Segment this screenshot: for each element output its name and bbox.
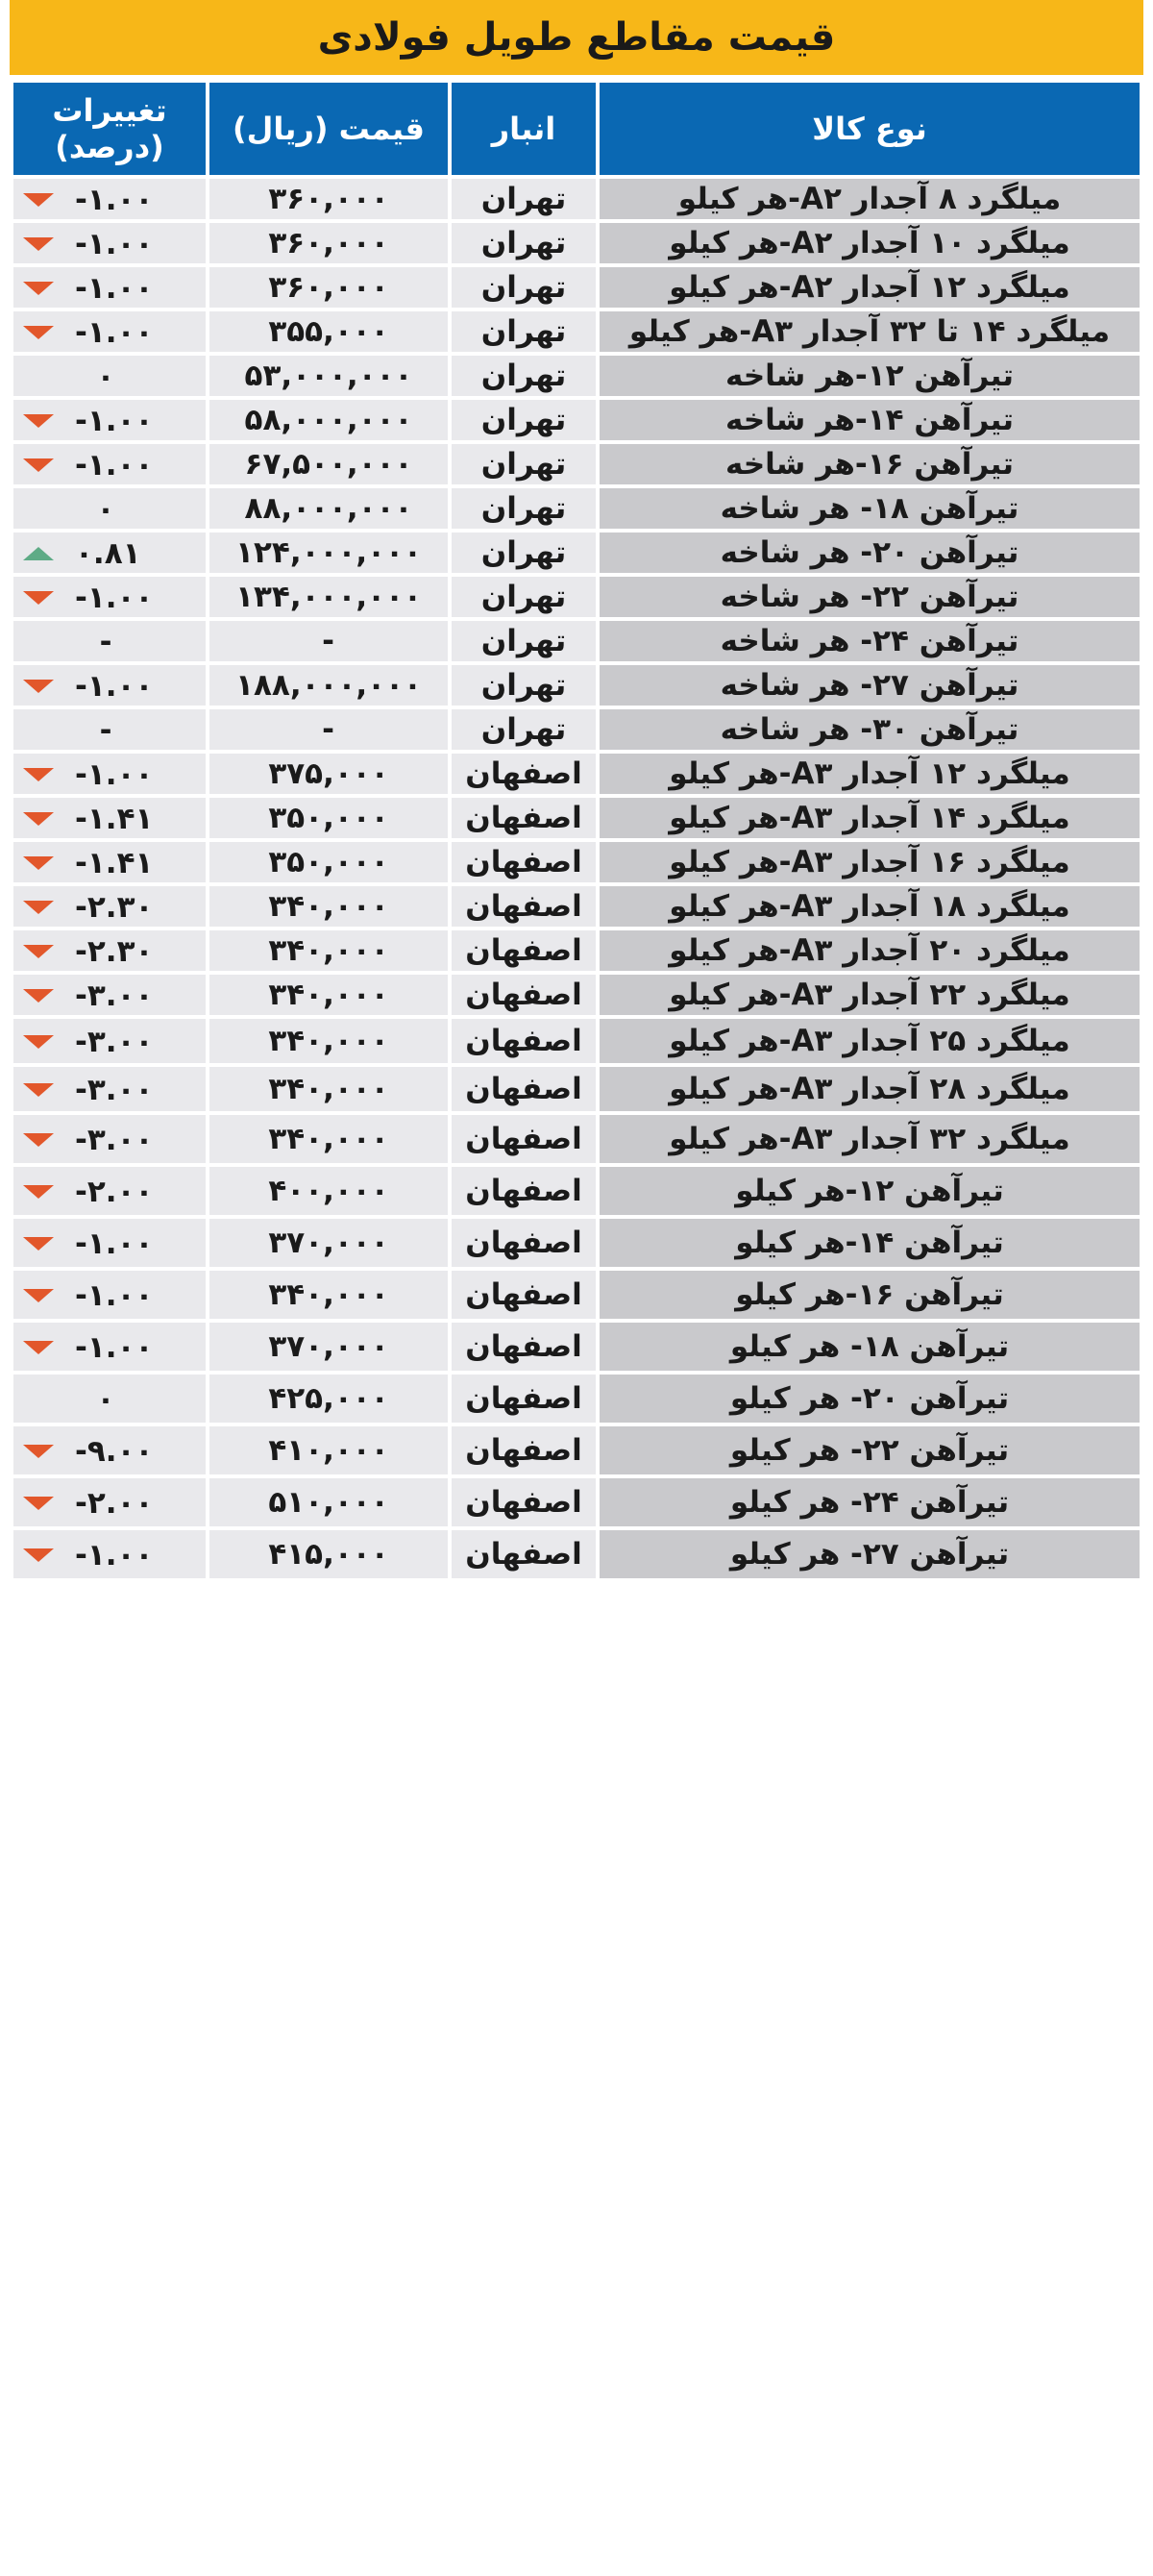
down-arrow-icon <box>23 193 54 207</box>
table-row <box>13 842 1140 882</box>
table-row <box>13 1067 1140 1111</box>
price-table <box>10 79 1143 1582</box>
change-cell <box>13 1115 206 1163</box>
store-cell: تهران <box>452 709 596 750</box>
change-cell <box>13 444 206 484</box>
down-arrow-icon <box>23 591 54 605</box>
change-cell <box>13 842 206 882</box>
change-cell <box>13 533 206 573</box>
change-cell <box>13 621 206 661</box>
down-arrow-icon <box>23 768 54 781</box>
table-row <box>13 1323 1140 1371</box>
down-arrow-icon <box>23 458 54 472</box>
change-value: -۱.۰۰ <box>75 314 154 350</box>
change-cell <box>13 1067 206 1111</box>
table-row <box>13 709 1140 750</box>
store-cell: تهران <box>452 223 596 263</box>
store-cell: تهران <box>452 444 596 484</box>
product-name-cell: تیرآهن ۲۴- هر شاخه <box>600 621 1140 661</box>
store-cell: اصفهان <box>452 1219 596 1267</box>
change-value: -۳.۰۰ <box>75 1072 154 1107</box>
change-cell <box>13 930 206 971</box>
table-row <box>13 975 1140 1015</box>
down-arrow-icon <box>23 1548 54 1562</box>
change-value: -۹.۰۰ <box>75 1433 154 1469</box>
change-value: -۲.۰۰ <box>75 1174 154 1209</box>
product-name-cell: میلگرد ۱۰ آجدار A۲-هر کیلو <box>600 223 1140 263</box>
price-cell: ۳۷۰,۰۰۰ <box>209 1219 448 1267</box>
price-cell: ۳۴۰,۰۰۰ <box>209 1067 448 1111</box>
price-cell: ۴۰۰,۰۰۰ <box>209 1167 448 1215</box>
table-row <box>13 223 1140 263</box>
down-arrow-icon <box>23 1497 54 1510</box>
product-name-cell: تیرآهن ۱۲-هر کیلو <box>600 1167 1140 1215</box>
down-arrow-icon <box>23 326 54 339</box>
store-cell: اصفهان <box>452 1426 596 1474</box>
header-store: انبار <box>452 83 596 175</box>
change-value: -۱.۰۰ <box>75 668 154 704</box>
change-cell <box>13 1323 206 1371</box>
table-row <box>13 1115 1140 1163</box>
down-arrow-icon <box>23 812 54 826</box>
down-arrow-icon <box>23 901 54 914</box>
table-row <box>13 798 1140 838</box>
store-cell: تهران <box>452 311 596 352</box>
change-cell <box>13 1375 206 1423</box>
change-cell <box>13 886 206 927</box>
product-name-cell: تیرآهن ۱۸- هر شاخه <box>600 488 1140 529</box>
price-cell: ۴۲۵,۰۰۰ <box>209 1375 448 1423</box>
store-cell: اصفهان <box>452 930 596 971</box>
price-cell: ۳۷۵,۰۰۰ <box>209 754 448 794</box>
change-value: -۱.۰۰ <box>75 756 154 792</box>
change-value: -۱.۰۰ <box>75 226 154 261</box>
store-cell: اصفهان <box>452 1067 596 1111</box>
table-row <box>13 1019 1140 1063</box>
table-row <box>13 1375 1140 1423</box>
down-arrow-icon <box>23 237 54 251</box>
store-cell: تهران <box>452 533 596 573</box>
product-name-cell: تیرآهن ۲۲- هر شاخه <box>600 577 1140 617</box>
price-cell: ۳۶۰,۰۰۰ <box>209 223 448 263</box>
change-cell <box>13 1530 206 1578</box>
header-name: نوع کالا <box>600 83 1140 175</box>
change-cell <box>13 577 206 617</box>
product-name-cell: میلگرد ۱۲ آجدار A۳-هر کیلو <box>600 754 1140 794</box>
change-value: - <box>99 712 112 748</box>
product-name-cell: میلگرد ۱۲ آجدار A۲-هر کیلو <box>600 267 1140 308</box>
store-cell: اصفهان <box>452 798 596 838</box>
change-cell <box>13 975 206 1015</box>
change-value: ۰ <box>96 1381 115 1417</box>
change-cell <box>13 400 206 440</box>
table-row <box>13 488 1140 529</box>
down-arrow-icon <box>23 282 54 295</box>
up-arrow-icon <box>23 547 54 560</box>
change-cell <box>13 311 206 352</box>
store-cell: اصفهان <box>452 842 596 882</box>
change-value: -۳.۰۰ <box>75 1024 154 1059</box>
table-body <box>13 179 1140 1578</box>
change-cell <box>13 1271 206 1319</box>
store-cell: اصفهان <box>452 975 596 1015</box>
down-arrow-icon <box>23 1341 54 1354</box>
price-cell: ۳۴۰,۰۰۰ <box>209 930 448 971</box>
product-name-cell: تیرآهن ۲۰- هر شاخه <box>600 533 1140 573</box>
down-arrow-icon <box>23 1035 54 1049</box>
change-value: -۱.۰۰ <box>75 1329 154 1365</box>
down-arrow-icon <box>23 1237 54 1251</box>
change-value: -۱.۴۱ <box>75 801 154 836</box>
change-value: -۲.۰۰ <box>75 1485 154 1521</box>
price-cell: ۱۸۸,۰۰۰,۰۰۰ <box>209 665 448 706</box>
change-cell <box>13 754 206 794</box>
change-cell <box>13 1167 206 1215</box>
change-value: -۱.۰۰ <box>75 447 154 483</box>
store-cell: تهران <box>452 621 596 661</box>
store-cell: تهران <box>452 488 596 529</box>
table-row <box>13 267 1140 308</box>
table-row <box>13 886 1140 927</box>
table-row <box>13 444 1140 484</box>
product-name-cell: تیرآهن ۲۷- هر کیلو <box>600 1530 1140 1578</box>
price-cell: ۳۴۰,۰۰۰ <box>209 975 448 1015</box>
product-name-cell: تیرآهن ۲۷- هر شاخه <box>600 665 1140 706</box>
table-row <box>13 179 1140 219</box>
product-name-cell: میلگرد ۲۵ آجدار A۳-هر کیلو <box>600 1019 1140 1063</box>
table-row <box>13 621 1140 661</box>
change-cell <box>13 179 206 219</box>
change-value: -۱.۰۰ <box>75 403 154 438</box>
change-cell <box>13 665 206 706</box>
header-row <box>13 83 1140 175</box>
price-cell: ۱۳۴,۰۰۰,۰۰۰ <box>209 577 448 617</box>
product-name-cell: میلگرد ۸ آجدار A۲-هر کیلو <box>600 179 1140 219</box>
change-value: -۲.۳۰ <box>75 889 154 925</box>
store-cell: اصفهان <box>452 886 596 927</box>
price-cell: ۳۴۰,۰۰۰ <box>209 886 448 927</box>
product-name-cell: تیرآهن ۳۰- هر شاخه <box>600 709 1140 750</box>
store-cell: اصفهان <box>452 1019 596 1063</box>
store-cell: تهران <box>452 267 596 308</box>
product-name-cell: میلگرد ۲۸ آجدار A۳-هر کیلو <box>600 1067 1140 1111</box>
down-arrow-icon <box>23 1289 54 1302</box>
price-cell: ۳۵۰,۰۰۰ <box>209 842 448 882</box>
change-cell <box>13 1219 206 1267</box>
change-cell <box>13 267 206 308</box>
table-row <box>13 311 1140 352</box>
down-arrow-icon <box>23 1185 54 1199</box>
store-cell: اصفهان <box>452 1478 596 1526</box>
change-value: ۰ <box>96 359 115 394</box>
down-arrow-icon <box>23 856 54 870</box>
table-row <box>13 533 1140 573</box>
change-cell <box>13 223 206 263</box>
product-name-cell: تیرآهن ۲۰- هر کیلو <box>600 1375 1140 1423</box>
change-cell <box>13 1019 206 1063</box>
price-cell: ۳۵۵,۰۰۰ <box>209 311 448 352</box>
down-arrow-icon <box>23 680 54 693</box>
product-name-cell: میلگرد ۱۴ تا ۳۲ آجدار A۳-هر کیلو <box>600 311 1140 352</box>
product-name-cell: تیرآهن ۱۲-هر شاخه <box>600 356 1140 396</box>
table-row <box>13 1271 1140 1319</box>
product-name-cell: تیرآهن ۱۸- هر کیلو <box>600 1323 1140 1371</box>
price-cell: ۴۱۰,۰۰۰ <box>209 1426 448 1474</box>
store-cell: اصفهان <box>452 1375 596 1423</box>
change-cell <box>13 709 206 750</box>
down-arrow-icon <box>23 1083 54 1097</box>
change-cell <box>13 798 206 838</box>
price-cell: ۵۱۰,۰۰۰ <box>209 1478 448 1526</box>
store-cell: اصفهان <box>452 1530 596 1578</box>
table-row <box>13 930 1140 971</box>
product-name-cell: تیرآهن ۱۶-هر کیلو <box>600 1271 1140 1319</box>
change-value: -۱.۰۰ <box>75 270 154 306</box>
down-arrow-icon <box>23 414 54 428</box>
change-value: -۲.۳۰ <box>75 933 154 969</box>
table-row <box>13 1167 1140 1215</box>
change-cell <box>13 1426 206 1474</box>
change-value: -۱.۴۱ <box>75 845 154 880</box>
store-cell: تهران <box>452 179 596 219</box>
change-cell <box>13 488 206 529</box>
price-cell: ۵۳,۰۰۰,۰۰۰ <box>209 356 448 396</box>
store-cell: اصفهان <box>452 1323 596 1371</box>
price-cell: ۳۴۰,۰۰۰ <box>209 1019 448 1063</box>
change-value: ۰.۸۱ <box>75 535 141 571</box>
table-row <box>13 577 1140 617</box>
store-cell: تهران <box>452 400 596 440</box>
price-cell: ۳۵۰,۰۰۰ <box>209 798 448 838</box>
change-value: -۳.۰۰ <box>75 1122 154 1157</box>
change-value: -۱.۰۰ <box>75 1277 154 1313</box>
price-cell: ۶۷,۵۰۰,۰۰۰ <box>209 444 448 484</box>
change-value: ۰ <box>96 491 115 527</box>
price-cell: ۳۴۰,۰۰۰ <box>209 1271 448 1319</box>
table-row <box>13 1426 1140 1474</box>
price-cell: ۳۶۰,۰۰۰ <box>209 267 448 308</box>
down-arrow-icon <box>23 1133 54 1147</box>
header-price: قیمت (ریال) <box>209 83 448 175</box>
change-value: - <box>99 624 112 659</box>
change-cell <box>13 356 206 396</box>
table-title: قیمت مقاطع طویل فولادی <box>10 0 1143 75</box>
price-cell: - <box>209 621 448 661</box>
change-value: -۱.۰۰ <box>75 1226 154 1261</box>
table-row <box>13 754 1140 794</box>
header-change: تغییرات (درصد) <box>13 83 206 175</box>
product-name-cell: تیرآهن ۱۴-هر کیلو <box>600 1219 1140 1267</box>
store-cell: اصفهان <box>452 754 596 794</box>
table-row <box>13 356 1140 396</box>
change-value: -۳.۰۰ <box>75 978 154 1013</box>
table-row <box>13 1530 1140 1578</box>
store-cell: اصفهان <box>452 1167 596 1215</box>
product-name-cell: میلگرد ۳۲ آجدار A۳-هر کیلو <box>600 1115 1140 1163</box>
table-row <box>13 400 1140 440</box>
product-name-cell: تیرآهن ۱۶-هر شاخه <box>600 444 1140 484</box>
price-cell: ۳۶۰,۰۰۰ <box>209 179 448 219</box>
store-cell: تهران <box>452 356 596 396</box>
product-name-cell: میلگرد ۲۲ آجدار A۳-هر کیلو <box>600 975 1140 1015</box>
price-cell: ۵۸,۰۰۰,۰۰۰ <box>209 400 448 440</box>
change-cell <box>13 1478 206 1526</box>
product-name-cell: میلگرد ۱۸ آجدار A۳-هر کیلو <box>600 886 1140 927</box>
product-name-cell: میلگرد ۱۶ آجدار A۳-هر کیلو <box>600 842 1140 882</box>
price-cell: ۳۷۰,۰۰۰ <box>209 1323 448 1371</box>
price-cell: ۳۴۰,۰۰۰ <box>209 1115 448 1163</box>
product-name-cell: میلگرد ۲۰ آجدار A۳-هر کیلو <box>600 930 1140 971</box>
down-arrow-icon <box>23 1445 54 1458</box>
change-value: -۱.۰۰ <box>75 182 154 217</box>
product-name-cell: میلگرد ۱۴ آجدار A۳-هر کیلو <box>600 798 1140 838</box>
store-cell: تهران <box>452 577 596 617</box>
table-row <box>13 1219 1140 1267</box>
price-cell: ۴۱۵,۰۰۰ <box>209 1530 448 1578</box>
store-cell: اصفهان <box>452 1271 596 1319</box>
store-cell: اصفهان <box>452 1115 596 1163</box>
store-cell: تهران <box>452 665 596 706</box>
price-cell: - <box>209 709 448 750</box>
change-value: -۱.۰۰ <box>75 1537 154 1573</box>
price-cell: ۱۲۴,۰۰۰,۰۰۰ <box>209 533 448 573</box>
table-row <box>13 1478 1140 1526</box>
down-arrow-icon <box>23 989 54 1003</box>
change-value: -۱.۰۰ <box>75 580 154 615</box>
table-row <box>13 665 1140 706</box>
product-name-cell: تیرآهن ۱۴-هر شاخه <box>600 400 1140 440</box>
down-arrow-icon <box>23 945 54 958</box>
price-cell: ۸۸,۰۰۰,۰۰۰ <box>209 488 448 529</box>
product-name-cell: تیرآهن ۲۴- هر کیلو <box>600 1478 1140 1526</box>
product-name-cell: تیرآهن ۲۲- هر کیلو <box>600 1426 1140 1474</box>
